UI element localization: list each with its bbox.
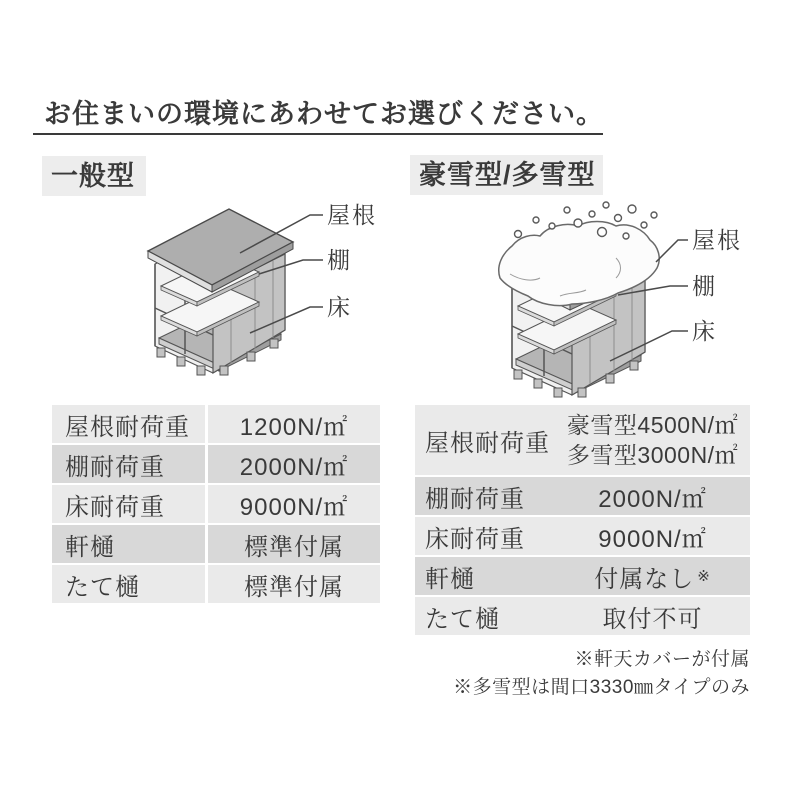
spec-value: 取付不可 [602, 605, 703, 633]
shed-diagram-heavy-snow [420, 196, 780, 402]
shed-diagram-general [55, 198, 395, 390]
table-row [52, 445, 380, 483]
footnote-line: ※軒天カバーが付属 [574, 649, 750, 670]
diagram-label-floor: 床 [692, 318, 717, 344]
table-row [52, 485, 380, 523]
spec-value: 標準付属 [208, 565, 380, 603]
diagram-label-floor: 床 [327, 294, 352, 320]
table-row [415, 477, 750, 515]
spec-label: 床耐荷重 [425, 525, 525, 553]
diagram-label-roof: 屋根 [692, 227, 742, 253]
spec-value: 標準付属 [208, 525, 380, 563]
table-row [52, 565, 380, 603]
spec-label: 棚耐荷重 [52, 445, 205, 483]
title-underline [33, 133, 603, 135]
table-row [52, 405, 380, 443]
spec-value-text: 付属なし [594, 565, 695, 593]
diagram-label-shelf: 棚 [692, 273, 717, 299]
spec-value: 1200N/㎡ [208, 405, 380, 443]
leader-roof [656, 240, 688, 262]
spec-value-line2: 多雪型3000N/㎡ [566, 442, 739, 468]
table-row [415, 557, 750, 595]
spec-label: 軒樋 [52, 525, 205, 563]
spec-value [555, 557, 750, 595]
spec-label: たて樋 [425, 605, 500, 633]
footnote-line: ※多雪型は間口3330㎜タイプのみ [453, 677, 750, 698]
asterisk-mark: ※ [697, 568, 711, 585]
spec-label: 床耐荷重 [52, 485, 205, 523]
table-row [415, 597, 750, 635]
page-title: お住まいの環境にあわせてお選びください。 [44, 99, 604, 129]
spec-label: 屋根耐荷重 [425, 429, 550, 457]
spec-value: 9000N/㎡ [598, 525, 707, 553]
shed-illustration-heavy-snow [420, 196, 780, 402]
shed-illustration-general [55, 198, 395, 390]
spec-value [555, 405, 750, 475]
spec-value-line1: 豪雪型4500N/㎡ [566, 412, 739, 438]
spec-value: 2000N/㎡ [208, 445, 380, 483]
table-row [415, 517, 750, 555]
diagram-label-shelf: 棚 [327, 247, 352, 273]
spec-value: 9000N/㎡ [208, 485, 380, 523]
table-row [52, 525, 380, 563]
table-row [415, 405, 750, 475]
spec-table-heavy-snow [415, 405, 750, 637]
spec-label: 棚耐荷重 [425, 485, 525, 513]
spec-label: 軒樋 [425, 565, 475, 593]
footnotes [415, 646, 750, 702]
section-header-general: 一般型 [42, 156, 146, 196]
spec-label: たて樋 [52, 565, 205, 603]
section-header-heavy-snow: 豪雪型/多雪型 [410, 155, 603, 195]
spec-value: 2000N/㎡ [598, 485, 707, 513]
spec-label: 屋根耐荷重 [52, 405, 205, 443]
spec-table-general [52, 405, 380, 605]
diagram-label-roof: 屋根 [327, 202, 377, 228]
